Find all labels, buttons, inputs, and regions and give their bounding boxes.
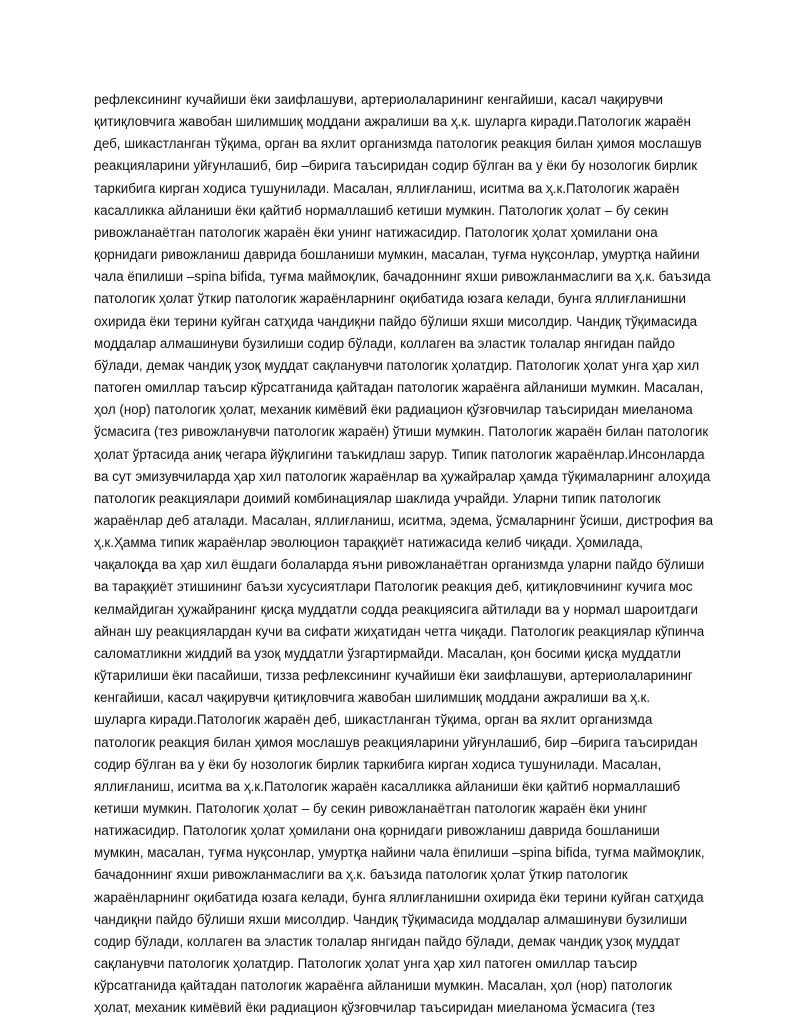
text-line: патологик реакция билан ҳимоя мослашув реакцияларини уйғунлашиб, бир –бирига таъсиридан [94,734,698,750]
text-line: охирида ёки терини куйган сатҳида чандиқни пайдо бўлиши яхши мисолдир. Чандиқ тўқимасида [94,313,698,329]
text-line: реакцияларини уйғунлашиб, бир –бирига таъсиридан содир бўлган ва у ёки бу нозологик бирлик [94,158,698,174]
text-line: патологик ҳолат ўткир патологик жараёнларнинг оқибатида юзага келади, бунга яллиғланишни [94,291,687,307]
text-line: таркибига кирган ходиса тушунилади. Масалан, яллиғланиш, иситма ва ҳ.к.Патологик жараён [94,180,680,196]
text-line: деб, шикастланган тўқима, орган ва яхлит организмда патологик реакция билан ҳимоя мослашув [94,136,702,152]
text-line: сақланувчи патологик ҳолатдир. Патологик ҳолат унга ҳар хил патоген омиллар таъсир [94,956,638,972]
text-line: ҳолат ўртасида аниқ чегара йўқлигини таъкидлаш зарур. Типик патологик жараёнлар.Инсонларда [94,446,705,462]
text-line: содир бўлган ва у ёки бу нозологик бирлик таркибига кирган ходиса тушунилади. Масалан, [94,756,662,772]
text-line: ҳ.к.Ҳамма типик жараёнлар эволюцион тараққиёт натижасида келиб чиқади. Ҳомилада, [94,535,644,551]
text-line: рефлексининг кучайиши ёки заифлашуви, артериолаларининг кенгайиши, касал чақирувчи [94,92,663,107]
text-line: кетиши мумкин. Патологик ҳолат – бу секин ривожланаётган патологик жараён ёки унинг [94,801,648,816]
text-line: ва тараққиёт этишининг баъзи хусусиятлари Патологик реакция деб, қитиқловчининг кучига мос [94,579,693,595]
text-line: келмайдиган ҳужайранинг қисқа муддатли содда реакциясига айтилади ва у нормал шароитдаги [94,601,698,617]
text-line: яллиғланиш, иситма ва ҳ.к.Патологик жараён касалликка айланиши ёки қайтиб нормаллашиб [94,778,681,794]
text-line: ва сут эмизувчиларда ҳар хил патологик жараёнлар ва ҳужайралар ҳамда тўқималарнинг алоҳида [94,468,711,484]
text-line: чала ёпилиши –spina bifida, туғма маймоқлик, бачадоннинг яхши ривожланмаслиги ва ҳ.к. баъзида [94,269,711,285]
text-line: жараёнларнинг оқибатида юзага келади, бунга яллиғланишни охирида ёки терини куйган сатҳида [94,889,704,905]
text-line: ҳолат, механик кимёвий ёки радиацион қўзғовчилар таъсиридан миеланома ўсмасига (тез [94,1000,655,1016]
text-line: ҳол (нор) патологик ҳолат, механик кимёвий ёки радиацион қўзғовчилар таъсиридан миеланома [94,402,693,418]
text-line: кўрсатганида қайтадан патологик жараёнга айланиши мумкин. Масалан, ҳол (нор) патологик [94,978,673,994]
text-line: ривожланаётган патологик жараён ёки унинг натижасидир. Патологик ҳолат ҳомилани она [94,224,658,240]
body-text [94,89,714,1020]
text-line: шуларга киради.Патологик жараён деб, шикастланган тўқима, орган ва яхлит организмда [94,712,653,728]
text-line: кенгайиши, касал чақирувчи қитиқловчига жавобан шилимшиқ моддани ажралиши ва ҳ.к. [94,690,651,706]
text-line: чақалоқда ва ҳар хил ёшдаги болаларда яъни ривожланаётган организмда уларни пайдо бўлиши [94,557,705,573]
text-line: чандиқни пайдо бўлиши яхши мисолдир. Чандиқ тўқимасида моддалар алмашинуви бузилиши [94,911,688,927]
text-line: содир бўлади, коллаген ва эластик толалар янгидан пайдо бўлади, демак чандиқ узоқ муддат [94,933,681,949]
text-line: бўлади, демак чандиқ узоқ муддат сақланувчи патологик ҳолатдир. Патологик ҳолат унга ҳар хил [94,357,700,373]
text-line: мумкин, масалан, туғма нуқсонлар, умуртқа найини чала ёпилиши –spina bifida, туғма маймоқлик, [94,845,705,861]
text-line: жараёнлар деб аталади. Масалан, яллиғланиш, иситма, эдема, ўсмаларнинг ўсиши, дистрофия ва [94,512,714,528]
text-line: қитиқловчига жавобан шилимшиқ моддани ажралиши ва ҳ.к. шуларга киради.Патологик жараён [94,114,691,130]
text-line: айнан шу реакциялардан кучи ва сифати жиҳатидан четга чиқади. Патологик реакциялар кўпинча [94,623,705,639]
text-line: натижасидир. Патологик ҳолат ҳомилани она қорнидаги ривожланиш даврида бошланиши [94,823,660,839]
text-line: касалликка айланиши ёки қайтиб нормаллашиб кетиши мумкин. Патологик ҳолат – бу секин [94,202,669,218]
text-line: ўсмасига (тез ривожланувчи патологик жараён) ўтиши мумкин. Патологик жараён билан патологик [94,424,709,440]
text-line: патологик реакциялари доимий комбинациялар шаклида учрайди. Уларни типик патологик [94,490,661,506]
text-line: бачадоннинг яхши ривожланмаслиги ва ҳ.к. баъзида патологик ҳолат ўткир патологик [94,867,628,883]
text-line: кўтарилиши ёки пасайиши, тизза рефлексининг кучайиши ёки заифлашуви, артериолаларининг [94,668,693,684]
text-line: моддалар алмашинуви бузилиши содир бўлади, коллаген ва эластик толалар янгидан пайдо [94,335,676,351]
text-line: қорнидаги ривожланиш даврида бошланиши мумкин, масалан, туғма нуқсонлар, умуртқа найини [94,247,700,263]
text-line: патоген омиллар таъсир кўрсатганида қайтадан патологик жараёнга айланиши мумкин. Масалан, [94,380,704,396]
text-line: саломатликни жиддий ва узоқ муддатли ўзгартирмайди. Масалан, қон босими қисқа муддатли [94,645,681,661]
